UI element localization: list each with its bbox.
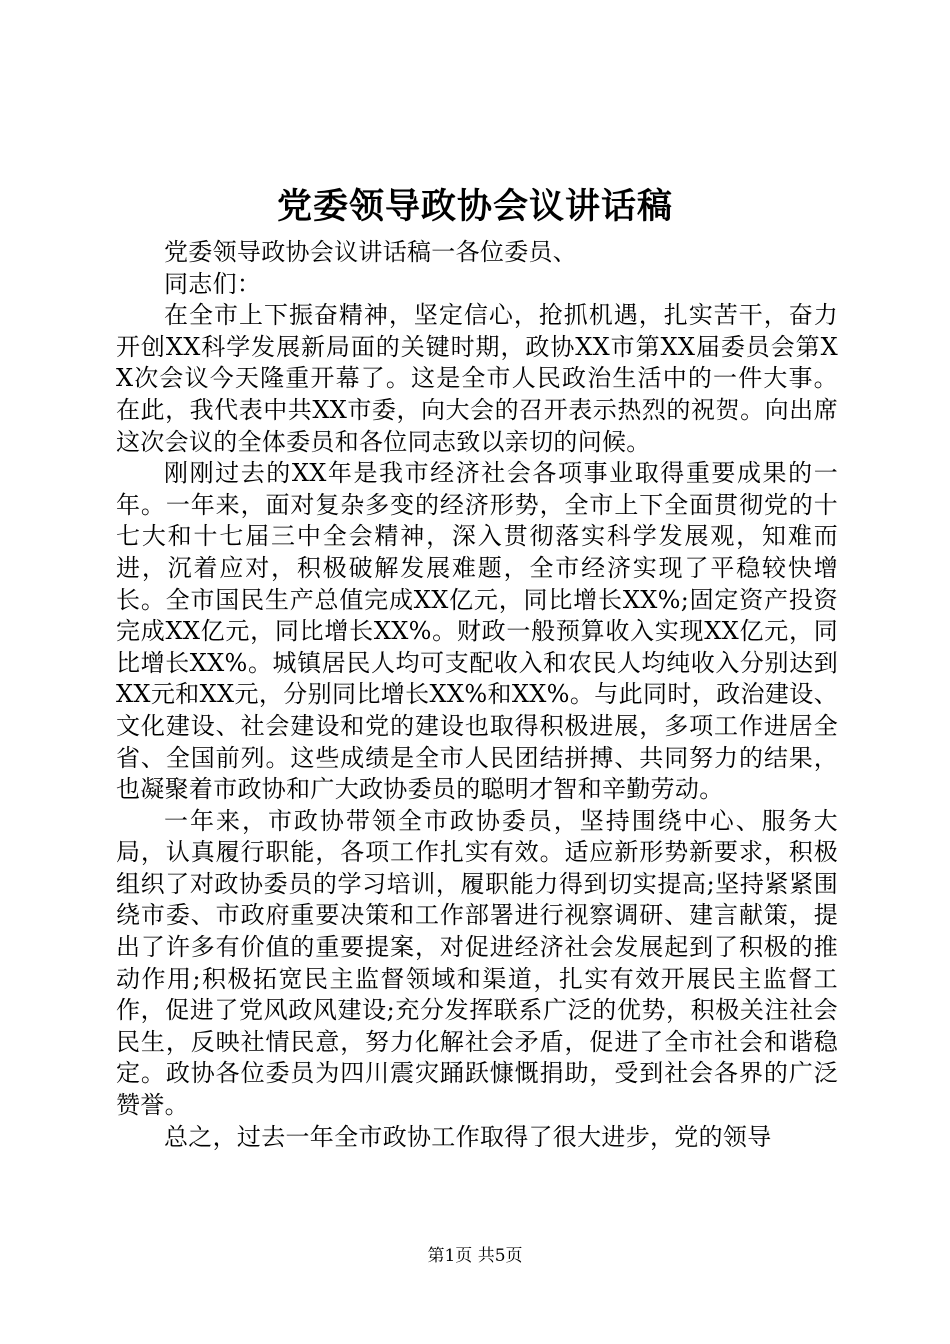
document-body xyxy=(116,237,838,1153)
body-paragraph: 刚刚过去的XX年是我市经济社会各项事业取得重要成果的一年。一年来，面对复杂多变的经济形势，全市上下全面贯彻党的十七大和十七届三中全会精神，深入贯彻落实科学发展观，知难而进，沉着应对，积极破解发展难题，全市经济实现了平稳较快增长。全市国民生产总值完成XX亿元，同比增长XX%;固定资产投资完成XX亿元，同比增长XX%。财政一般预算收入实现XX亿元，同比增长XX%。城镇居民人均可支配收入和农民人均纯收入分别达到XX元和XX元，分别同比增长XX%和XX%。与此同时，政治建设、文化建设、社会建设和党的建设也取得积极进展，多项工作进居全省、全国前列。这些成绩是全市人民团结拼搏、共同努力的结果，也凝聚着市政协和广大政协委员的聪明才智和辛勤劳动。 xyxy=(116,459,838,804)
page-number-footer: 第1页 共5页 xyxy=(427,1246,523,1266)
document-title: 党委领导政协会议讲话稿 xyxy=(276,186,673,227)
salutation-line: 同志们： xyxy=(164,269,262,298)
body-paragraph: 在全市上下振奋精神，坚定信心，抢抓机遇，扎实苦干，奋力开创XX科学发展新局面的关键时期，政协XX市第XX届委员会第XX次会议今天隆重开幕了。这是全市人民政治生活中的一件大事。在此，我代表中共XX市委，向大会的召开表示热烈的祝贺。向出席这次会议的全体委员和各位同志致以亲切的问候。 xyxy=(116,301,838,456)
salutation-line: 党委领导政协会议讲话稿一各位委员、 xyxy=(164,238,578,266)
body-paragraph: 一年来，市政协带领全市政协委员，坚持围绕中心、服务大局，认真履行职能，各项工作扎实有效。适应新形势新要求，积极组织了对政协委员的学习培训，履职能力得到切实提高;坚持紧紧围绕市委、市政府重要决策和工作部署进行视察调研、建言献策，提出了许多有价值的重要提案，对促进经济社会发展起到了积极的推动作用;积极拓宽民主监督领域和渠道，扎实有效开展民主监督工作，促进了党风政风建设;充分发挥联系广泛的优势，积极关注社会民生，反映社情民意，努力化解社会矛盾，促进了全市社会和谐稳定。政协各位委员为四川震灾踊跃慷慨捐助，受到社会各界的广泛赞誉。 xyxy=(116,806,838,1120)
body-paragraph: 总之，过去一年全市政协工作取得了很大进步，党的领导 xyxy=(164,1122,772,1151)
